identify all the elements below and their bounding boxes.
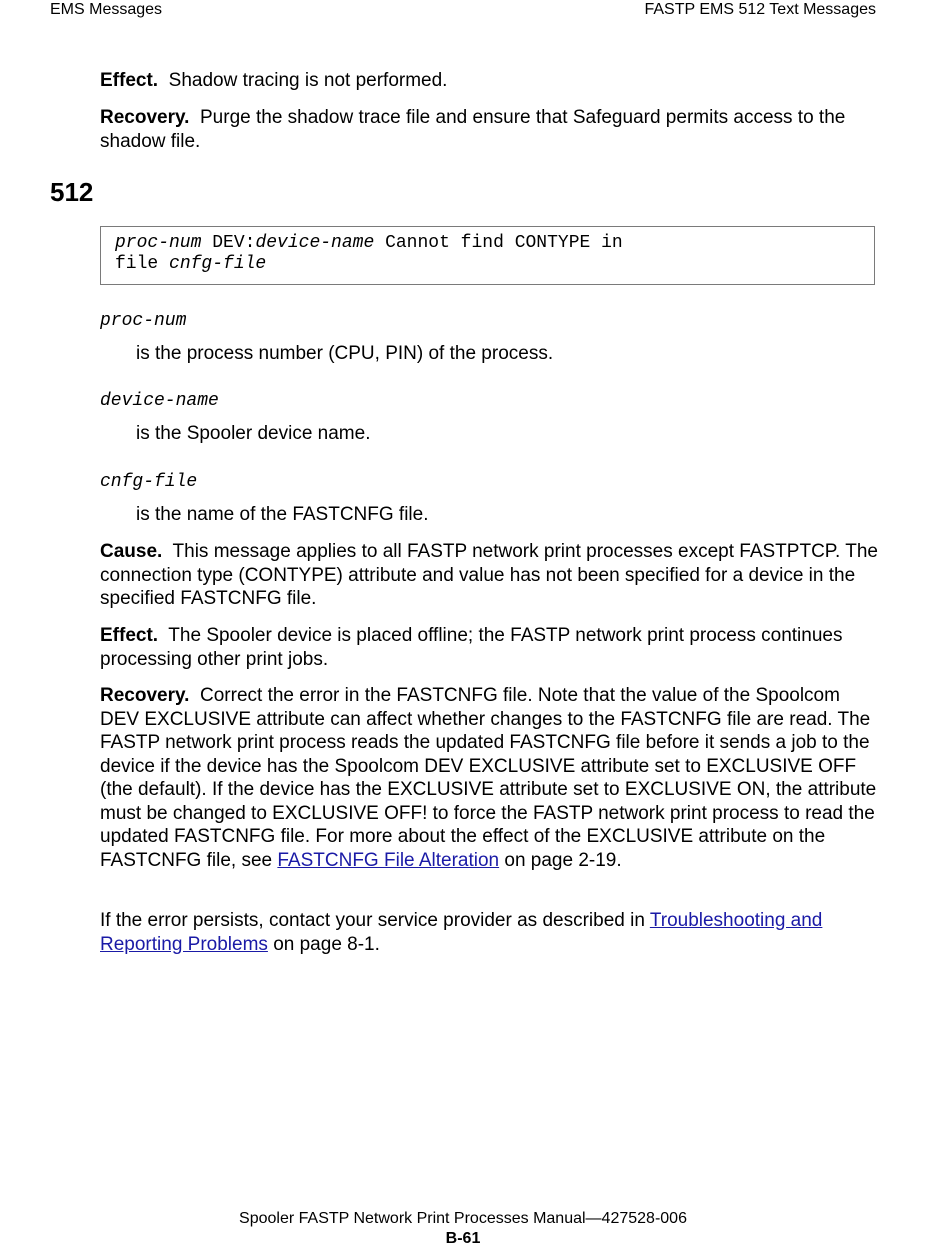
syntax-literal: DEV: xyxy=(201,233,256,253)
term-device-name: device-name xyxy=(100,391,219,411)
running-header-right: FASTP EMS 512 Text Messages xyxy=(644,1,876,18)
effect-paragraph xyxy=(100,624,880,671)
fastcnfg-file-alteration-link[interactable]: FASTCNFG File Alteration xyxy=(277,849,500,871)
persist-paragraph xyxy=(100,909,880,956)
effect-text: The Spooler device is placed offline; the FASTP network print process continues processing other print jobs. xyxy=(100,625,843,670)
term-cnfg-file-desc: is the name of the FASTCNFG file. xyxy=(136,504,429,525)
syntax-line-2 xyxy=(115,254,860,275)
recovery-text: Purge the shadow trace file and ensure that Safeguard permits access to the shadow file. xyxy=(100,107,846,152)
syntax-var-proc-num: proc-num xyxy=(115,233,202,253)
persist-page-ref: on page 8-1. xyxy=(267,933,380,955)
message-syntax-box xyxy=(100,226,875,285)
syntax-var-device-name: device-name xyxy=(255,233,375,253)
recovery-paragraph xyxy=(100,684,880,872)
footer-manual-title: Spooler FASTP Network Print Processes Manual—427528-006 xyxy=(239,1210,687,1227)
footer-page-number: B-61 xyxy=(445,1230,481,1247)
syntax-line-1 xyxy=(115,233,860,254)
syntax-var-cnfg-file: cnfg-file xyxy=(169,254,267,274)
term-proc-num-desc: is the process number (CPU, PIN) of the process. xyxy=(136,343,554,364)
cause-paragraph xyxy=(100,540,880,611)
previous-effect-paragraph xyxy=(100,69,880,93)
message-number-heading: 512 xyxy=(50,177,94,207)
recovery-label: Recovery. xyxy=(100,685,190,706)
effect-label: Effect. xyxy=(100,625,159,646)
running-header-left: EMS Messages xyxy=(50,1,163,18)
cause-label: Cause. xyxy=(100,541,163,562)
recovery-text: Correct the error in the FASTCNFG file. Note that the value of the Spoolcom DEV EXCLUSIVE attribute can affect whether changes to the FASTCNFG file are read. The FASTP network print process reads the updated FASTCNFG file before it sends a job to the device if the device has the Spoolcom DEV EXCLUSIVE attribute set to EXCLUSIVE OFF (the default). If the device has the EXCLUSIVE attribute set to EXCLUSIVE ON, the attribute must be changed to EXCLUSIVE OFF! to force the FASTP network print process to read the updated FASTCNFG file. For more about the effect of the EXCLUSIVE attribute on the FASTCNFG file, see xyxy=(100,685,877,871)
recovery-label: Recovery. xyxy=(100,107,190,128)
cause-text: This message applies to all FASTP network print processes except FASTPTCP. The connection type (CONTYPE) attribute and value has not been specified for a device in the specified FASTCNFG file. xyxy=(100,541,878,609)
recovery-page-ref: on page 2-19. xyxy=(499,849,622,871)
effect-text: Shadow tracing is not performed. xyxy=(168,70,448,91)
syntax-literal: file xyxy=(115,254,170,274)
syntax-literal: Cannot find CONTYPE in xyxy=(374,233,623,253)
term-cnfg-file: cnfg-file xyxy=(100,472,198,492)
term-proc-num: proc-num xyxy=(100,311,187,331)
term-device-name-desc: is the Spooler device name. xyxy=(136,423,371,444)
previous-recovery-paragraph xyxy=(100,106,880,153)
persist-text: If the error persists, contact your service provider as described in xyxy=(100,910,650,931)
troubleshooting-link[interactable]: Troubleshooting and Reporting Problems xyxy=(100,910,823,955)
effect-label: Effect. xyxy=(100,70,159,91)
